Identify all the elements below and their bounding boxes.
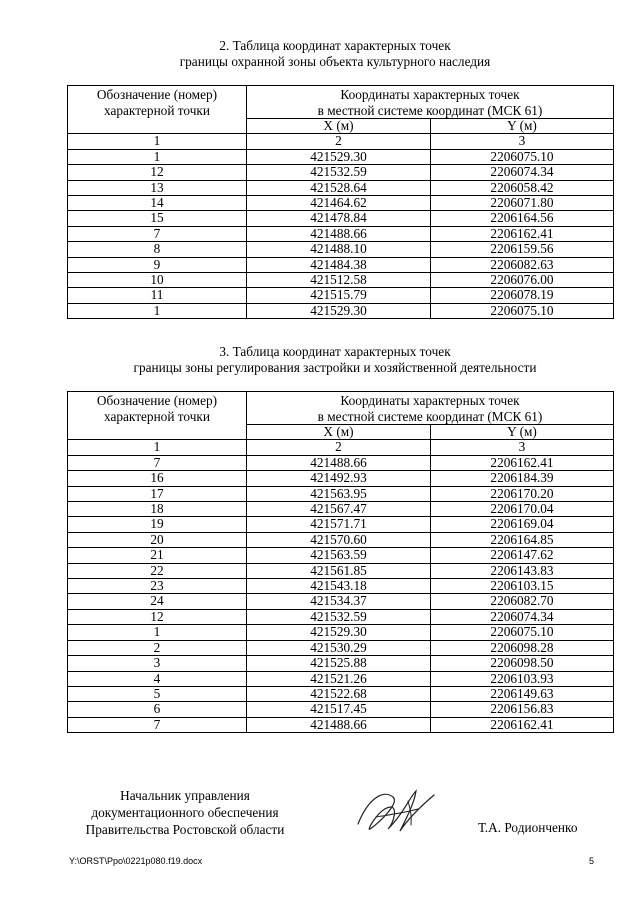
x-coordinate-cell: 421534.37 (247, 594, 431, 609)
y-coordinate-cell: 2206078.19 (431, 288, 614, 303)
point-header-line2: характерной точки (104, 408, 210, 424)
x-header-cell: X (м) (247, 425, 431, 440)
point-number-cell: 18 (68, 502, 247, 517)
table-row (68, 196, 614, 211)
point-number-cell: 11 (68, 288, 247, 303)
y-coordinate-cell: 2206098.50 (431, 656, 614, 671)
point-number-cell: 19 (68, 517, 247, 532)
table2-caption-line2: границы охранной зоны объекта культурного наследия (179, 54, 491, 69)
column-number: 3 (431, 134, 614, 149)
point-header-cell (68, 392, 247, 440)
table-row (68, 242, 614, 257)
point-number-cell: 14 (68, 196, 247, 211)
table-row (68, 226, 614, 241)
table2-caption (60, 38, 610, 70)
signatory-title-line1: Начальник управления (120, 788, 250, 803)
y-coordinate-cell: 2206076.00 (431, 273, 614, 288)
x-coordinate-cell: 421488.66 (247, 455, 431, 470)
point-number-cell: 9 (68, 257, 247, 272)
y-coordinate-cell: 2206082.63 (431, 257, 614, 272)
table3-number-row (68, 440, 614, 455)
table-row (68, 702, 614, 717)
table-row (68, 563, 614, 578)
coords-header-line1: Координаты характерных точек (340, 87, 520, 102)
file-path: Y:\ORST\Ppo\0221p080.f19.docx (69, 856, 203, 866)
point-header-line1: Обозначение (номер) (96, 87, 218, 102)
table-row (68, 656, 614, 671)
x-coordinate-cell: 421561.85 (247, 563, 431, 578)
table-row (68, 579, 614, 594)
y-coordinate-cell: 2206162.41 (431, 226, 614, 241)
x-coordinate-cell: 421529.30 (247, 149, 431, 164)
y-coordinate-cell: 2206143.83 (431, 563, 614, 578)
x-coordinate-cell: 421567.47 (247, 502, 431, 517)
signatory-title-line3: Правительства Ростовской области (85, 822, 285, 837)
table-row (68, 455, 614, 470)
point-number-cell: 7 (68, 455, 247, 470)
point-number-cell: 15 (68, 211, 247, 226)
point-number-cell: 1 (68, 149, 247, 164)
point-number-cell: 20 (68, 532, 247, 547)
page-number: 5 (588, 856, 594, 866)
x-coordinate-cell: 421563.95 (247, 486, 431, 501)
y-header-cell: Y (м) (431, 425, 614, 440)
x-coordinate-cell: 421464.62 (247, 196, 431, 211)
x-coordinate-cell: 421529.30 (247, 303, 431, 318)
table-row (68, 273, 614, 288)
column-number: 2 (247, 134, 431, 149)
point-number-cell: 4 (68, 671, 247, 686)
coords-header-cell (247, 392, 614, 425)
table-row (68, 303, 614, 318)
x-coordinate-cell: 421530.29 (247, 640, 431, 655)
x-coordinate-cell: 421521.26 (247, 671, 431, 686)
table-row (68, 686, 614, 701)
y-coordinate-cell: 2206169.04 (431, 517, 614, 532)
y-coordinate-cell: 2206075.10 (431, 149, 614, 164)
table2 (67, 85, 614, 319)
table2-caption-line1: 2. Таблица координат характерных точек (219, 38, 451, 53)
x-coordinate-cell: 421488.10 (247, 242, 431, 257)
column-number: 1 (68, 134, 247, 149)
table-row (68, 211, 614, 226)
point-number-cell: 8 (68, 242, 247, 257)
table-row (68, 640, 614, 655)
y-coordinate-cell: 2206103.93 (431, 671, 614, 686)
point-number-cell: 23 (68, 579, 247, 594)
table-row (68, 149, 614, 164)
table-row (68, 288, 614, 303)
signatory-name: Т.А. Родионченко (478, 820, 578, 835)
signatory-title (60, 787, 310, 838)
point-number-cell: 2 (68, 640, 247, 655)
y-coordinate-cell: 2206098.28 (431, 640, 614, 655)
y-coordinate-cell: 2206082.70 (431, 594, 614, 609)
table2-number-row (68, 134, 614, 149)
x-coordinate-cell: 421563.59 (247, 548, 431, 563)
table-row (68, 532, 614, 547)
x-coordinate-cell: 421512.58 (247, 273, 431, 288)
x-coordinate-cell: 421517.45 (247, 702, 431, 717)
y-coordinate-cell: 2206075.10 (431, 303, 614, 318)
y-coordinate-cell: 2206058.42 (431, 180, 614, 195)
x-coordinate-cell: 421484.38 (247, 257, 431, 272)
y-coordinate-cell: 2206184.39 (431, 471, 614, 486)
y-coordinate-cell: 2206164.85 (431, 532, 614, 547)
x-coordinate-cell: 421543.18 (247, 579, 431, 594)
table-row (68, 486, 614, 501)
point-number-cell: 5 (68, 686, 247, 701)
point-number-cell: 12 (68, 165, 247, 180)
table-row (68, 594, 614, 609)
y-coordinate-cell: 2206162.41 (431, 717, 614, 732)
table-row (68, 502, 614, 517)
x-coordinate-cell: 421492.93 (247, 471, 431, 486)
point-header-line2: характерной точки (104, 102, 210, 118)
table3-caption (60, 344, 610, 376)
point-number-cell: 13 (68, 180, 247, 195)
table3-caption-line1: 3. Таблица координат характерных точек (219, 344, 451, 359)
x-coordinate-cell: 421570.60 (247, 532, 431, 547)
table3-header-row (68, 392, 614, 425)
signatory-title-line2: документационного обеспечения (91, 805, 279, 820)
table-row (68, 717, 614, 732)
table3-caption-line2: границы зоны регулирования застройки и хозяйственной деятельности (133, 360, 537, 375)
x-coordinate-cell: 421525.88 (247, 656, 431, 671)
table-row (68, 671, 614, 686)
y-coordinate-cell: 2206071.80 (431, 196, 614, 211)
point-number-cell: 12 (68, 609, 247, 624)
x-coordinate-cell: 421571.71 (247, 517, 431, 532)
handwritten-signature (348, 779, 448, 839)
y-header-cell: Y (м) (431, 119, 614, 134)
point-number-cell: 6 (68, 702, 247, 717)
table2-header-row (68, 86, 614, 119)
table-row (68, 625, 614, 640)
y-coordinate-cell: 2206159.56 (431, 242, 614, 257)
x-coordinate-cell: 421488.66 (247, 717, 431, 732)
point-number-cell: 17 (68, 486, 247, 501)
x-coordinate-cell: 421488.66 (247, 226, 431, 241)
column-number: 2 (247, 440, 431, 455)
point-header-cell (68, 86, 247, 134)
x-coordinate-cell: 421478.84 (247, 211, 431, 226)
point-number-cell: 1 (68, 303, 247, 318)
column-number: 1 (68, 440, 247, 455)
point-number-cell: 1 (68, 625, 247, 640)
column-number: 3 (431, 440, 614, 455)
x-coordinate-cell: 421532.59 (247, 609, 431, 624)
y-coordinate-cell: 2206156.83 (431, 702, 614, 717)
x-coordinate-cell: 421528.64 (247, 180, 431, 195)
point-number-cell: 22 (68, 563, 247, 578)
y-coordinate-cell: 2206103.15 (431, 579, 614, 594)
y-coordinate-cell: 2206170.20 (431, 486, 614, 501)
y-coordinate-cell: 2206075.10 (431, 625, 614, 640)
x-coordinate-cell: 421515.79 (247, 288, 431, 303)
x-coordinate-cell: 421522.68 (247, 686, 431, 701)
point-number-cell: 24 (68, 594, 247, 609)
point-number-cell: 3 (68, 656, 247, 671)
y-coordinate-cell: 2206170.04 (431, 502, 614, 517)
table-row (68, 471, 614, 486)
coords-header-line2: в местной системе координат (МСК 61) (317, 408, 543, 424)
point-number-cell: 10 (68, 273, 247, 288)
x-coordinate-cell: 421532.59 (247, 165, 431, 180)
point-number-cell: 21 (68, 548, 247, 563)
y-coordinate-cell: 2206149.63 (431, 686, 614, 701)
table3 (67, 391, 614, 733)
point-number-cell: 7 (68, 226, 247, 241)
coords-header-line2: в местной системе координат (МСК 61) (317, 102, 543, 118)
coords-header-line1: Координаты характерных точек (340, 393, 520, 408)
point-number-cell: 7 (68, 717, 247, 732)
coords-header-cell (247, 86, 614, 119)
y-coordinate-cell: 2206074.34 (431, 609, 614, 624)
table-row (68, 257, 614, 272)
table-row (68, 517, 614, 532)
table-row (68, 609, 614, 624)
y-coordinate-cell: 2206162.41 (431, 455, 614, 470)
y-coordinate-cell: 2206147.62 (431, 548, 614, 563)
table-row (68, 548, 614, 563)
y-coordinate-cell: 2206074.34 (431, 165, 614, 180)
table-row (68, 165, 614, 180)
point-number-cell: 16 (68, 471, 247, 486)
table-row (68, 180, 614, 195)
x-coordinate-cell: 421529.30 (247, 625, 431, 640)
x-header-cell: X (м) (247, 119, 431, 134)
y-coordinate-cell: 2206164.56 (431, 211, 614, 226)
point-header-line1: Обозначение (номер) (96, 393, 218, 408)
